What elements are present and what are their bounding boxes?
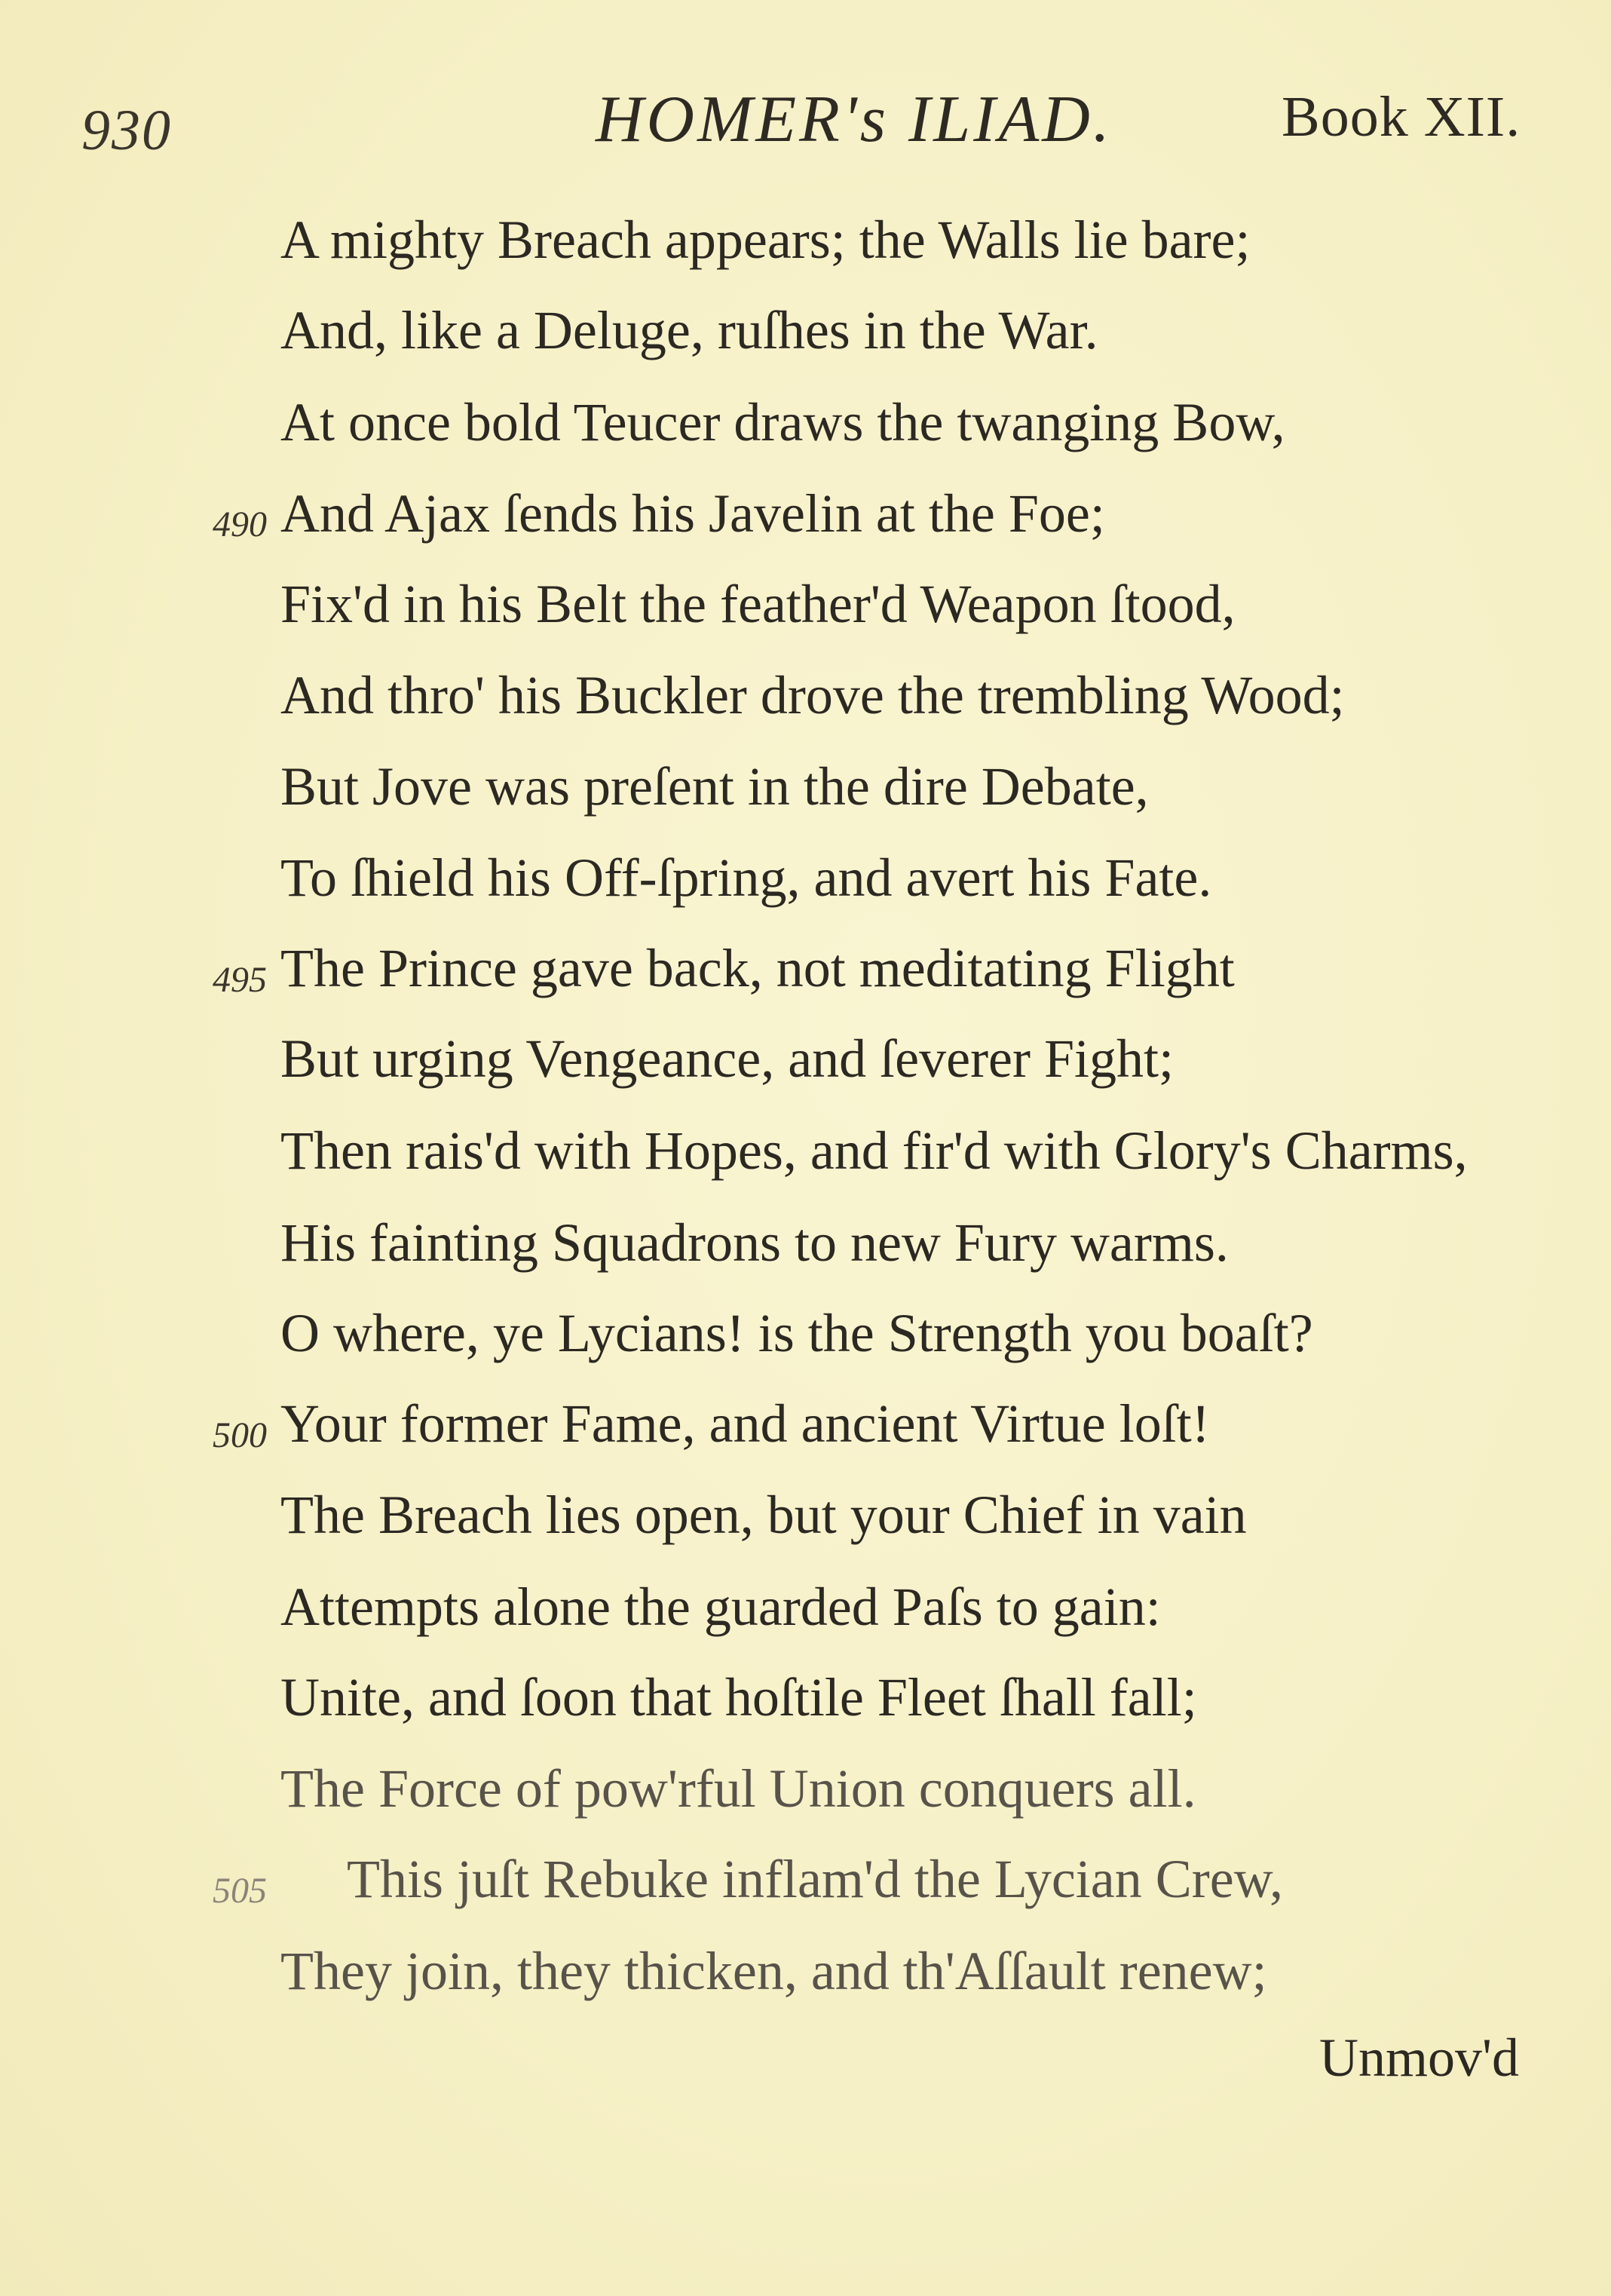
line-number: 490 bbox=[213, 504, 267, 544]
verse-line: To ſhield his Off-ſpring, and avert his Fate. bbox=[280, 848, 1212, 908]
verse-line: Fix'd in his Belt the feather'd Weapon ſtood, bbox=[280, 574, 1236, 634]
verse-line: Attempts alone the guarded Paſs to gain: bbox=[280, 1577, 1161, 1637]
verse-line: The Force of pow'rful Union conquers all. bbox=[280, 1758, 1196, 1819]
verse-line: The Breach lies open, but your Chief in vain bbox=[280, 1485, 1247, 1545]
verse-line: And thro' his Buckler drove the trembling Wood; bbox=[280, 665, 1345, 725]
catchword: Unmov'd bbox=[1319, 2028, 1519, 2088]
verse-line: O where, ye Lycians! is the Strength you boaſt? bbox=[280, 1303, 1313, 1363]
running-title: HOMER's ILIAD. bbox=[596, 83, 1113, 156]
verse-line: And, like a Deluge, ruſhes in the War. bbox=[280, 300, 1098, 360]
verse-line: And Ajax ſends his Javelin at the Foe; bbox=[280, 483, 1105, 544]
verse-line: This juſt Rebuke inflam'd the Lycian Crew, bbox=[347, 1849, 1284, 1909]
verse-line: But urging Vengeance, and ſeverer Fight; bbox=[280, 1028, 1175, 1089]
verse-line: A mighty Breach appears; the Walls lie bare; bbox=[280, 210, 1251, 270]
verse-line: Then rais'd with Hopes, and fir'd with Glory's Charms, bbox=[280, 1120, 1468, 1181]
verse-line: Unite, and ſoon that hoſtile Fleet ſhall fall; bbox=[280, 1667, 1197, 1727]
verse-line: The Prince gave back, not meditating Flight bbox=[280, 938, 1235, 998]
page-number: 930 bbox=[81, 99, 172, 162]
line-number: 505 bbox=[213, 1871, 267, 1911]
verse-line: His fainting Squadrons to new Fury warms. bbox=[280, 1212, 1229, 1273]
verse-line: At once bold Teucer draws the twanging Bow, bbox=[280, 392, 1285, 452]
verse-line: They join, they thicken, and th'Aſſault renew; bbox=[280, 1941, 1267, 2001]
line-number: 495 bbox=[213, 960, 267, 1000]
line-number: 500 bbox=[213, 1415, 267, 1455]
book-label: Book XII. bbox=[1282, 85, 1521, 149]
verse-line: But Jove was preſent in the dire Debate, bbox=[280, 756, 1149, 817]
verse-line: Your former Fame, and ancient Virtue loſt! bbox=[280, 1393, 1210, 1454]
